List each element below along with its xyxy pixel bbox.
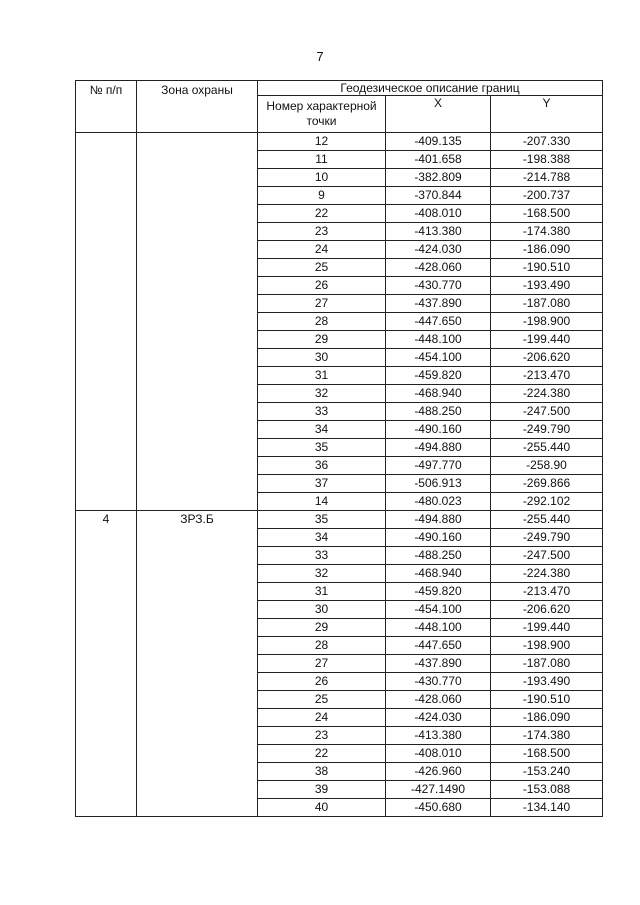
y-coordinate: -200.737 xyxy=(491,187,603,205)
row-number xyxy=(76,133,137,511)
table-row xyxy=(76,511,603,529)
x-coordinate: -430.770 xyxy=(386,277,491,295)
point-number: 22 xyxy=(258,205,386,223)
header-geo-description: Геодезическое описание границ xyxy=(258,81,603,96)
point-number: 14 xyxy=(258,493,386,511)
x-coordinate: -448.100 xyxy=(386,619,491,637)
x-coordinate: -494.880 xyxy=(386,439,491,457)
header-number: № п/п xyxy=(76,81,137,133)
y-coordinate: -255.440 xyxy=(491,511,603,529)
y-coordinate: -224.380 xyxy=(491,565,603,583)
point-number: 35 xyxy=(258,511,386,529)
point-number: 34 xyxy=(258,421,386,439)
point-number: 36 xyxy=(258,457,386,475)
x-coordinate: -424.030 xyxy=(386,241,491,259)
y-coordinate: -198.388 xyxy=(491,151,603,169)
x-coordinate: -488.250 xyxy=(386,547,491,565)
y-coordinate: -168.500 xyxy=(491,205,603,223)
point-number: 33 xyxy=(258,547,386,565)
x-coordinate: -490.160 xyxy=(386,529,491,547)
x-coordinate: -424.030 xyxy=(386,709,491,727)
y-coordinate: -174.380 xyxy=(491,223,603,241)
y-coordinate: -199.440 xyxy=(491,331,603,349)
x-coordinate: -370.844 xyxy=(386,187,491,205)
point-number: 27 xyxy=(258,655,386,673)
point-number: 9 xyxy=(258,187,386,205)
x-coordinate: -428.060 xyxy=(386,691,491,709)
x-coordinate: -428.060 xyxy=(386,259,491,277)
point-number: 31 xyxy=(258,583,386,601)
y-coordinate: -198.900 xyxy=(491,313,603,331)
x-coordinate: -506.913 xyxy=(386,475,491,493)
point-number: 30 xyxy=(258,601,386,619)
x-coordinate: -408.010 xyxy=(386,745,491,763)
x-coordinate: -437.890 xyxy=(386,655,491,673)
y-coordinate: -187.080 xyxy=(491,655,603,673)
x-coordinate: -494.880 xyxy=(386,511,491,529)
point-number: 32 xyxy=(258,565,386,583)
x-coordinate: -408.010 xyxy=(386,205,491,223)
x-coordinate: -427.1490 xyxy=(386,781,491,799)
y-coordinate: -292.102 xyxy=(491,493,603,511)
point-number: 37 xyxy=(258,475,386,493)
point-number: 23 xyxy=(258,223,386,241)
point-number: 28 xyxy=(258,313,386,331)
geodetic-table xyxy=(75,80,603,817)
point-number: 22 xyxy=(258,745,386,763)
header-y: Y xyxy=(491,96,603,133)
x-coordinate: -447.650 xyxy=(386,313,491,331)
point-number: 24 xyxy=(258,241,386,259)
y-coordinate: -153.240 xyxy=(491,763,603,781)
table-row xyxy=(76,133,603,151)
header-point-number: Номер характерной точки xyxy=(258,96,386,133)
x-coordinate: -426.960 xyxy=(386,763,491,781)
x-coordinate: -430.770 xyxy=(386,673,491,691)
page-number: 7 xyxy=(316,49,324,64)
y-coordinate: -199.440 xyxy=(491,619,603,637)
point-number: 33 xyxy=(258,403,386,421)
y-coordinate: -213.470 xyxy=(491,583,603,601)
x-coordinate: -401.658 xyxy=(386,151,491,169)
y-coordinate: -193.490 xyxy=(491,277,603,295)
x-coordinate: -468.940 xyxy=(386,565,491,583)
point-number: 24 xyxy=(258,709,386,727)
x-coordinate: -480.023 xyxy=(386,493,491,511)
point-number: 40 xyxy=(258,799,386,817)
y-coordinate: -187.080 xyxy=(491,295,603,313)
point-number: 39 xyxy=(258,781,386,799)
y-coordinate: -190.510 xyxy=(491,259,603,277)
header-zone: Зона охраны xyxy=(137,81,258,133)
x-coordinate: -490.160 xyxy=(386,421,491,439)
x-coordinate: -459.820 xyxy=(386,583,491,601)
point-number: 31 xyxy=(258,367,386,385)
y-coordinate: -190.510 xyxy=(491,691,603,709)
y-coordinate: -186.090 xyxy=(491,241,603,259)
y-coordinate: -206.620 xyxy=(491,349,603,367)
x-coordinate: -382.809 xyxy=(386,169,491,187)
point-number: 30 xyxy=(258,349,386,367)
point-number: 27 xyxy=(258,295,386,313)
point-number: 10 xyxy=(258,169,386,187)
y-coordinate: -174.380 xyxy=(491,727,603,745)
point-number: 12 xyxy=(258,133,386,151)
point-number: 32 xyxy=(258,385,386,403)
x-coordinate: -454.100 xyxy=(386,349,491,367)
y-coordinate: -193.490 xyxy=(491,673,603,691)
x-coordinate: -488.250 xyxy=(386,403,491,421)
y-coordinate: -186.090 xyxy=(491,709,603,727)
y-coordinate: -153.088 xyxy=(491,781,603,799)
x-coordinate: -437.890 xyxy=(386,295,491,313)
y-coordinate: -249.790 xyxy=(491,529,603,547)
y-coordinate: -269.866 xyxy=(491,475,603,493)
point-number: 35 xyxy=(258,439,386,457)
x-coordinate: -468.940 xyxy=(386,385,491,403)
x-coordinate: -413.380 xyxy=(386,727,491,745)
x-coordinate: -497.770 xyxy=(386,457,491,475)
x-coordinate: -447.650 xyxy=(386,637,491,655)
y-coordinate: -214.788 xyxy=(491,169,603,187)
zone-name xyxy=(137,133,258,511)
x-coordinate: -413.380 xyxy=(386,223,491,241)
point-number: 29 xyxy=(258,331,386,349)
header-x: X xyxy=(386,96,491,133)
point-number: 29 xyxy=(258,619,386,637)
y-coordinate: -213.470 xyxy=(491,367,603,385)
point-number: 34 xyxy=(258,529,386,547)
x-coordinate: -409.135 xyxy=(386,133,491,151)
y-coordinate: -258.90 xyxy=(491,457,603,475)
x-coordinate: -454.100 xyxy=(386,601,491,619)
x-coordinate: -450.680 xyxy=(386,799,491,817)
point-number: 26 xyxy=(258,277,386,295)
point-number: 25 xyxy=(258,691,386,709)
y-coordinate: -255.440 xyxy=(491,439,603,457)
y-coordinate: -224.380 xyxy=(491,385,603,403)
x-coordinate: -448.100 xyxy=(386,331,491,349)
y-coordinate: -247.500 xyxy=(491,547,603,565)
y-coordinate: -207.330 xyxy=(491,133,603,151)
y-coordinate: -134.140 xyxy=(491,799,603,817)
zone-name: ЗРЗ.Б xyxy=(137,511,258,817)
y-coordinate: -198.900 xyxy=(491,637,603,655)
table-body xyxy=(76,133,603,817)
point-number: 28 xyxy=(258,637,386,655)
point-number: 25 xyxy=(258,259,386,277)
point-number: 38 xyxy=(258,763,386,781)
point-number: 23 xyxy=(258,727,386,745)
x-coordinate: -459.820 xyxy=(386,367,491,385)
point-number: 11 xyxy=(258,151,386,169)
y-coordinate: -249.790 xyxy=(491,421,603,439)
y-coordinate: -206.620 xyxy=(491,601,603,619)
row-number: 4 xyxy=(76,511,137,817)
y-coordinate: -247.500 xyxy=(491,403,603,421)
point-number: 26 xyxy=(258,673,386,691)
y-coordinate: -168.500 xyxy=(491,745,603,763)
